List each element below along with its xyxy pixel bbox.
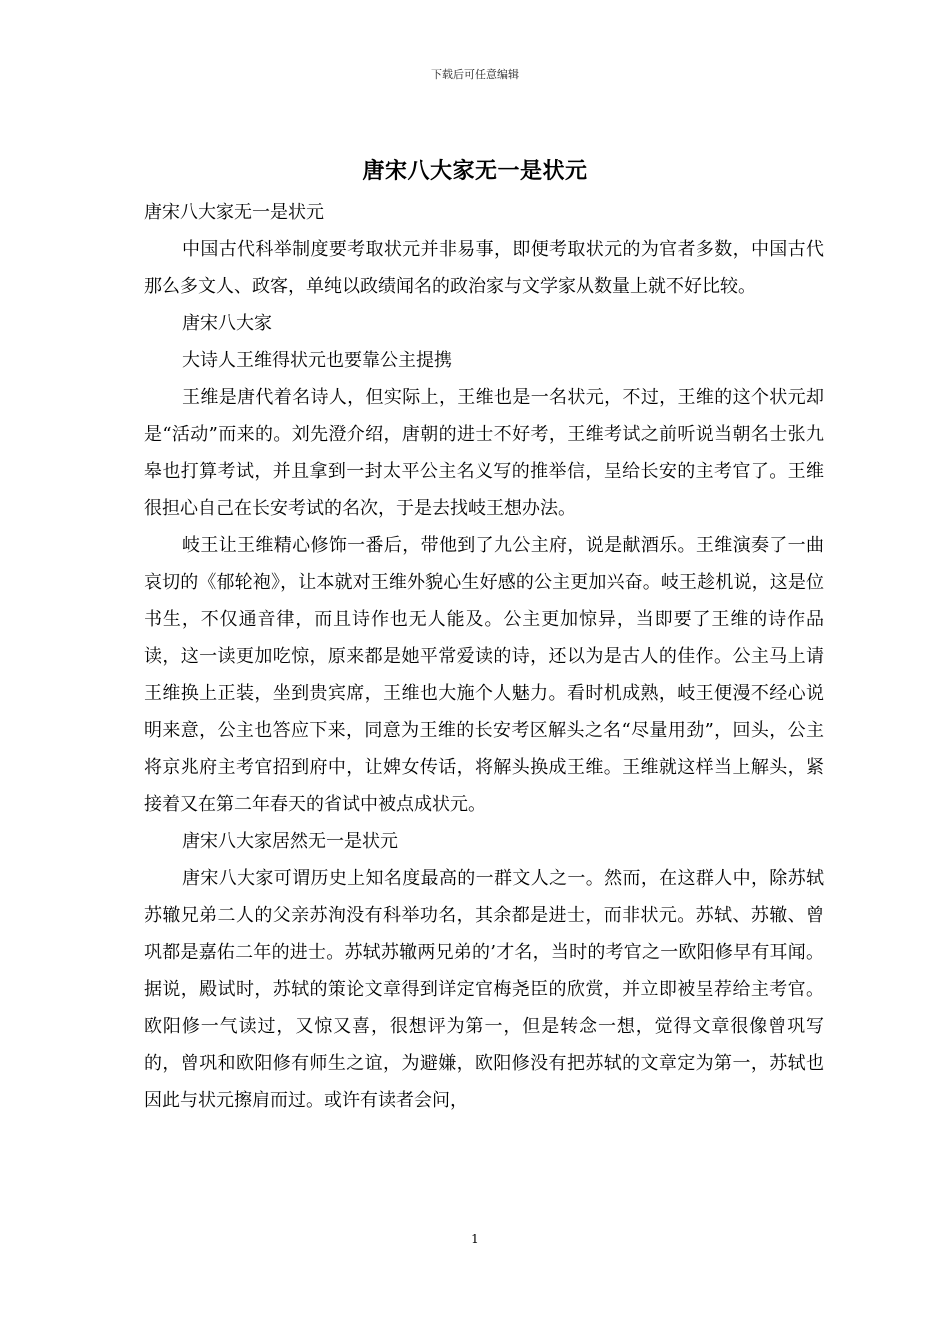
page-number: 1	[471, 1232, 479, 1246]
body-paragraph: 王维是唐代着名诗人，但实际上，王维也是一名状元，不过，王维的这个状元却是“活动”而来的。刘先澄介绍，唐朝的进士不好考，王维考试之前听说当朝名士张九皋也打算考试，并且拿到一封太平公主名义写的推举信，呈给长安的主考官了。王维很担心自己在长安考试的名次，于是去找岐王想办法。	[144, 387, 824, 519]
document-body	[144, 194, 824, 1119]
body-paragraph: 唐宋八大家可谓历史上知名度最高的一群文人之一。然而，在这群人中，除苏轼苏辙兄弟二人的父亲苏洵没有科举功名，其余都是进士，而非状元。苏轼、苏辙、曾巩都是嘉佑二年的进士。苏轼苏辙两兄弟的’才名，当时的考官之一欧阳修早有耳闻。据说，殿试时，苏轼的策论文章得到详定官梅尧臣的欣赏，并立即被呈荐给主考官。欧阳修一气读过，又惊又喜，很想评为第一，但是转念一想，觉得文章很像曾巩写的，曾巩和欧阳修有师生之谊，为避嫌，欧阳修没有把苏轼的文章定为第一，苏轼也因此与状元擦肩而过。或许有读者会问，	[144, 868, 824, 1111]
body-paragraph: 岐王让王维精心修饰一番后，带他到了九公主府，说是献酒乐。王维演奏了一曲哀切的《郁轮袍》，让本就对王维外貌心生好感的公主更加兴奋。岐王趁机说，这是位书生，不仅通音律，而且诗作也无人能及。公主更加惊异，当即要了王维的诗作品读，这一读更加吃惊，原来都是她平常爱读的诗，还以为是古人的佳作。公主马上请王维换上正装，坐到贵宾席，王维也大施个人魅力。看时机成熟，岐王便漫不经心说明来意，公主也答应下来，同意为王维的长安考区解头之名“尽量用劲”，回头，公主将京兆府主考官招到府中，让婢女传话，将解头换成王维。王维就这样当上解头，紧接着又在第二年春天的省试中被点成状元。	[144, 535, 824, 815]
section-heading: 唐宋八大家居然无一是状元	[182, 831, 398, 852]
subtitle-paragraph: 唐宋八大家无一是状元	[144, 202, 324, 223]
body-paragraph: 中国古代科举制度要考取状元并非易事，即便考取状元的为官者多数，中国古代那么多文人、政客，单纯以政绩闻名的政治家与文学家从数量上就不好比较。	[144, 239, 824, 297]
document-title: 唐宋八大家无一是状元	[362, 158, 588, 184]
section-heading: 唐宋八大家	[182, 313, 272, 334]
section-heading: 大诗人王维得状元也要靠公主提携	[182, 350, 452, 371]
page-header: 下载后可任意编辑	[431, 68, 519, 81]
